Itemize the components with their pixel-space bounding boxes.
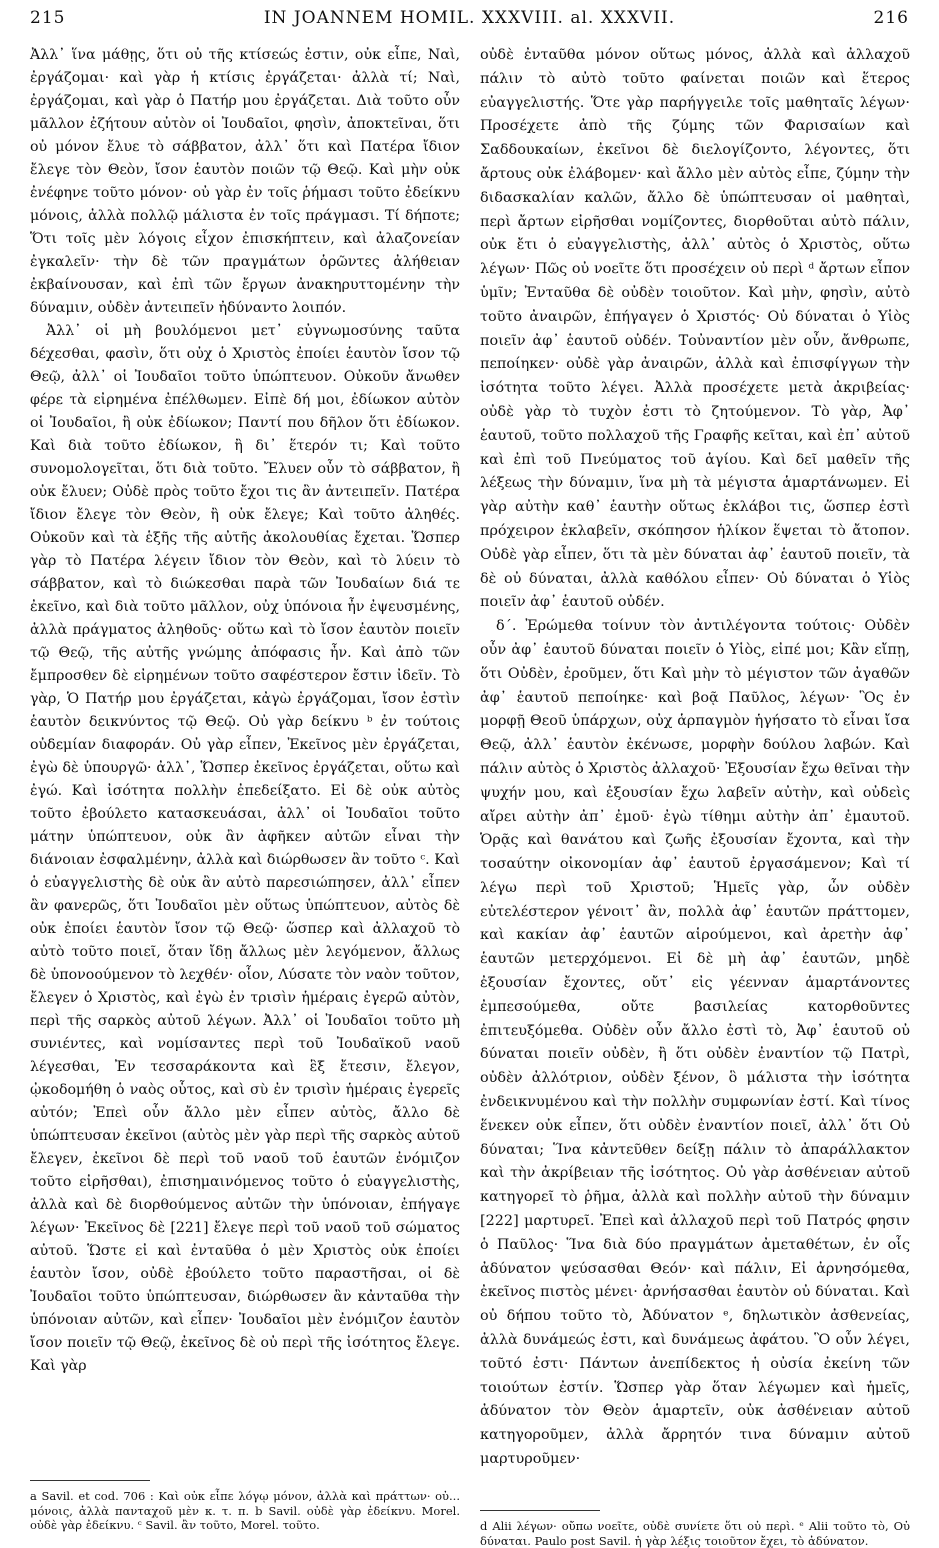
paragraph: δ´. Ἐρώμεθα τοίνυν τὸν ἀντιλέγοντα τούτοις· Οὐδὲν οὖν ἀφ᾽ ἑαυτοῦ δύναται ποιεῖν ὁ Υἱὸς, εἰπέ μοι; Κἂν εἴπῃ, ὅτι Οὐδὲν, ἐροῦμεν, ὅτι Καὶ μὴν τὸ μέγιστον τῶν ἀγαθῶν ἀφ᾽ ἑαυτοῦ πεποίηκε· καὶ βοᾷ Παῦλος, λέγων· Ὃς ἐν μορφῇ Θεοῦ ὑπάρχων, οὐχ ἁρπαγμὸν ἡγήσατο τὸ εἶναι ἴσα Θεῷ, ἀλλ᾽ ἑαυτὸν ἐκένωσε, μορφὴν δούλου λαβών. Καὶ πάλιν αὐτὸς ὁ Χριστὸς ἀλλαχοῦ· Ἐξουσίαν ἔχω θεῖναι τὴν ψυχήν μου, καὶ ἐξουσίαν ἔχω λαβεῖν αὐτὴν, καὶ οὐδεὶς αἴρει αὐτὴν ἀπ᾽ ἐμοῦ· ἐγὼ τίθημι αὐτὴν ἀπ᾽ ἐμαυτοῦ. Ὁρᾷς καὶ θανάτου καὶ ζωῆς ἐξουσίαν ἔχοντα, καὶ τὴν τοσαύτην οἰκονομίαν ἀφ᾽ ἑαυτοῦ ἐργασάμενον; Καὶ τί λέγω περὶ τοῦ Χριστοῦ; Ἡμεῖς γὰρ, ὧν οὐδὲν εὐτελέστερον γένοιτ᾽ ἂν, πολλὰ ἀφ᾽ ἑαυτῶν πράττομεν, καὶ κακίαν ἀφ᾽ ἑαυτῶν αἱρούμενοι, καὶ ἀρετὴν ἀφ᾽ ἑαυτῶν μετερχόμενοι. Εἰ δὲ μὴ ἀφ᾽ ἑαυτῶν, μηδὲ ἐξουσίαν ἔχοντες, οὔτ᾽ εἰς γέενναν ἁμαρτάνοντες ἐμπεσούμεθα, οὔτε βασιλείας κατορθοῦντες ἐπιτευξόμεθα. Οὐδὲν οὖν ἄλλο ἐστὶ τὸ, Ἀφ᾽ ἑαυτοῦ οὐ δύναται ποιεῖν οὐδὲν, ἢ ὅτι οὐδὲν ἐναντίον τῷ Πατρὶ, οὐδὲν ἀλλότριον, οὐδὲν ξένον, ὃ μάλιστα τὴν ἰσότητα ἐνδεικνυμένου καὶ τὴν πολλὴν συμφωνίαν ἐστί. Καὶ τίνος ἕνεκεν οὐκ εἶπεν, ὅτι οὐδὲν ἐναντίον ποιεῖ, ἀλλ᾽ ὅτι Οὐ δύναται; Ἵνα κἀντεῦθεν δείξῃ πάλιν τὸ ἀπαράλλακτον καὶ τὴν ἀκρίβειαν τῆς ἰσότητος. Οὐ γὰρ ἀσθένειαν αὐτοῦ κατηγορεῖ τὸ ῥῆμα, ἀλλὰ καὶ πολλὴν αὐτοῦ τὴν δύναμιν [222] μαρτυρεῖ. Ἐπεὶ καὶ ἀλλαχοῦ περὶ τοῦ Πατρός φησιν ὁ Παῦλος· Ἵνα διὰ δύο πραγμάτων ἀμεταθέτων, ἐν οἷς ἀδύνατον ψεύσασθαι Θεόν· καὶ πάλιν, Εἰ ἀρνησόμεθα, ἐκεῖνος πιστὸς μένει· ἀρνήσασθαι ἑαυτὸν οὐ δύναται. Καὶ οὐ δήπου τοῦτο τὸ, Ἀδύνατον ᵉ, δηλωτικὸν ἀσθενείας, ἀλλὰ δυνάμεώς ἐστι, καὶ δυνάμεως ἀφάτου. Ὃ οὖν λέγει, τοῦτό ἐστι· Πάντων ἀνεπίδεκτος ἡ οὐσία ἐκείνη τῶν τοιούτων ἐστίν. Ὥσπερ γὰρ ὅταν λέγωμεν καὶ ἡμεῖς, ἀδύνατον τὸν Θεὸν ἁμαρτεῖν, οὐκ ἀσθένειαν αὐτοῦ κατηγοροῦμεν, ἀλλὰ ἄρρητόν τινα δύναμιν αὐτοῦ μαρτυροῦμεν· [480,618,910,1468]
page-number-right: 216 [873,8,909,28]
footnote: d Alii λέγων· οὔπω νοεῖτε, οὐδὲ συνίετε ὅτι οὐ περὶ. ᵉ Alii τοῦτο τὸ, Οὐ δύναται. Paulo post Savil. ἡ γὰρ λέξις τοιοῦτον ἔχει, τὸ ἀδύνατον. [480,1519,910,1548]
left-column [30,44,460,1470]
right-column [480,44,910,1500]
left-column-text [30,44,460,1378]
paragraph: Ἀλλ᾽ οἱ μὴ βουλόμενοι μετ᾽ εὐγνωμοσύνης ταῦτα δέχεσθαι, φασὶν, ὅτι οὐχ ὁ Χριστὸς ἐποίει ἑαυτὸν ἴσον τῷ Θεῷ, ἀλλ᾽ οἱ Ἰουδαῖοι τοῦτο ὑπώπτευον. Οὐκοῦν ἄνωθεν φέρε τὰ εἰρημένα ἐπέλθωμεν. Εἰπὲ δή μοι, ἐδίωκον αὐτὸν οἱ Ἰουδαῖοι, ἢ οὐκ ἐδίωκον; Παντί που δῆλον ὅτι ἐδίωκον. Καὶ διὰ τοῦτο ἐδίωκον, ἢ δι᾽ ἕτερόν τι; Καὶ τοῦτο συνομολογεῖται, ὅτι διὰ τοῦτο. Ἔλυεν οὖν τὸ σάββατον, ἢ οὐκ ἔλυεν; Οὐδὲ πρὸς τοῦτο ἔχοι τις ἂν ἀντειπεῖν. Πατέρα ἴδιον ἔλεγε τὸν Θεὸν, ἢ οὐκ ἔλεγε; Καὶ τοῦτο ἀληθές. Οὐκοῦν καὶ τὰ ἑξῆς τῆς αὐτῆς ἀκολουθίας ἔχεται. Ὥσπερ γὰρ τὸ Πατέρα λέγειν ἴδιον τὸν Θεὸν, καὶ τὸ λύειν τὸ σάββατον, καὶ τὸ διώκεσθαι παρὰ τῶν Ἰουδαίων διά τε ἐκεῖνο, καὶ διὰ τοῦτο μᾶλλον, οὐχ ὑπόνοια ἦν ἐψευσμένης, ἀλλὰ πράγματος ἀληθοῦς· οὕτω καὶ τὸ ἴσον ἑαυτὸν ποιεῖν τῷ Θεῷ, τῆς αὐτῆς γνώμης ἀπόφασις ἦν. Καὶ ἀπὸ τῶν ἔμπροσθεν δὲ εἰρημένων τοῦτο σαφέστερον ἔστιν ἰδεῖν. Τὸ γὰρ, Ὁ Πατήρ μου ἐργάζεται, κἀγὼ ἐργάζομαι, ἴσον ἐστὶν ἑαυτὸν δεικνύντος τῷ Θεῷ. Οὐ γὰρ δείκνυ ᵇ ἐν τούτοις οὐδεμίαν διαφοράν. Οὐ γὰρ εἶπεν, Ἐκεῖνος μὲν ἐργάζεται, ἐγὼ δὲ ὑπουργῶ· ἀλλ᾽, Ὥσπερ ἐκεῖνος ἐργάζεται, οὕτω καὶ ἐγώ. Καὶ ἰσότητα πολλὴν ἐπεδείξατο. Εἰ δὲ οὐκ αὐτὸς τοῦτο ἐβούλετο κατασκευάσαι, ἀλλ᾽ οἱ Ἰουδαῖοι τοῦτο μάτην ὑπώπτευον, οὐκ ἂν ἀφῆκεν αὐτῶν εἶναι τὴν διάνοιαν ἐσφαλμένην, ἀλλὰ καὶ διώρθωσεν ἂν τοῦτο ᶜ. Καὶ ὁ εὐαγγελιστὴς δὲ οὐκ ἂν αὐτὸ παρεσιώπησεν, ἀλλ᾽ εἶπεν ἂν φανερῶς, ὅτι Ἰουδαῖοι μὲν οὕτως ὑπώπτευον, αὐτὸς δὲ οὐκ ἐποίει ἑαυτὸν ἴσον τῷ Θεῷ· ὥσπερ καὶ ἀλλαχοῦ τὸ αὐτὸ τοῦτο ποιεῖ, ὅταν ἴδῃ ἄλλως μὲν λεγόμενον, ἄλλως δὲ ὑπονοούμενον τὸ λεχθέν· οἷον, Λύσατε τὸν ναὸν τοῦτον, ἔλεγεν ὁ Χριστὸς, καὶ ἐγὼ ἐν τρισὶν ἡμέραις ἐγερῶ αὐτὸν, περὶ τῆς σαρκὸς αὐτοῦ λέγων. Ἀλλ᾽ οἱ Ἰουδαῖοι τοῦτο μὴ συνιέντες, καὶ νομίσαντες περὶ τοῦ Ἰουδαϊκοῦ ναοῦ λέγεσθαι, Ἐν τεσσαράκοντα καὶ ἓξ ἔτεσιν, ἔλεγον, ᾠκοδομήθη ὁ ναὸς οὗτος, καὶ σὺ ἐν τρισὶν ἡμέραις ἐγερεῖς αὐτόν; Ἐπεὶ οὖν ἄλλο μὲν εἶπεν αὐτὸς, ἄλλο δὲ ὑπώπτευσαν ἐκεῖνοι (αὐτὸς μὲν γὰρ περὶ τῆς σαρκὸς αὐτοῦ ἔλεγεν, ἐκεῖνοι δὲ περὶ τοῦ ναοῦ τοῦ ἑαυτῶν ἐνόμιζον τοῦτο εἰρῆσθαι), ἐπισημαινόμενος τοῦτο ὁ εὐαγγελιστὴς, ἀλλὰ καὶ δὲ διορθούμενος αὐτῶν τὴν ὑπόνοιαν, ἐπήγαγε λέγων· Ἐκεῖνος δὲ [221] ἔλεγε περὶ τοῦ ναοῦ τοῦ σώματος αὐτοῦ. Ὥστε εἰ καὶ ἐνταῦθα ὁ μὲν Χριστὸς οὐκ ἐποίει ἑαυτὸν ἴσον, οὐδὲ ἐβούλετο τοῦτο παραστῆσαι, οἱ δὲ Ἰουδαῖοι τοῦτο ὑπώπτευσαν, διώρθωσεν ἂν κἀνταῦθα τὴν ὑπόνοιαν αὐτῶν, καὶ εἶπεν· Ἰουδαῖοι μὲν ἐνόμιζον ἑαυτὸν ἴσον ποιεῖν τῷ Θεῷ, ἐκεῖνος δὲ οὐ περὶ τῆς ἰσότητος ἔλεγε. Καὶ γὰρ [30,323,460,1374]
page-number-left: 215 [30,8,66,28]
footnote: a Savil. et cod. 706 : Καὶ οὐκ εἶπε λόγῳ μόνον, ἀλλὰ καὶ πράττων· οὐ... μόνοις, ἀλλὰ πανταχοῦ μὲν κ. τ. π. b Savil. οὐδὲ γὰρ ἐδείκνυ. Morel. οὐδὲ γὰρ ἐδείκνυ. ᶜ Savil. ἂν τοῦτο, Morel. τοῦτο. [30,1489,460,1532]
left-footnotes [30,1476,460,1533]
footnote-rule [30,1480,150,1481]
right-footnotes [480,1506,910,1548]
footnote-rule [480,1510,600,1511]
page-header [30,8,909,42]
paragraph: οὐδὲ ἐνταῦθα μόνον οὕτως μόνος, ἀλλὰ καὶ ἀλλαχοῦ πάλιν τὸ αὐτὸ τοῦτο φαίνεται ποιῶν καὶ ἕτερος εὐαγγελιστής. Ὅτε γὰρ παρήγγειλε τοῖς μαθηταῖς λέγων· Προσέχετε ἀπὸ τῆς ζύμης τῶν Φαρισαίων καὶ Σαδδουκαίων, ἐκεῖνοι δὲ διελογίζοντο, λέγοντες, ὅτι ἄρτους οὐκ ἐλάβομεν· καὶ ἄλλο μὲν αὐτὸς εἶπε, ζύμην τὴν διδασκαλίαν καλῶν, ἄλλο δὲ ὑπώπτευσαν οἱ μαθηταὶ, περὶ ἄρτων εἰρῆσθαι νομίζοντες, διορθοῦται αὐτὸ πάλιν, οὐκ ἔτι ὁ εὐαγγελιστὴς, ἀλλ᾽ αὐτὸς ὁ Χριστὸς, οὕτω λέγων· Πῶς οὐ νοεῖτε ὅτι προσέχειν οὐ περὶ ᵈ ἄρτων εἶπον ὑμῖν; Ἐνταῦθα δὲ οὐδὲν τοιοῦτον. Καὶ μὴν, φησὶν, αὐτὸ τοῦτο ἀναιρῶν, ἐπήγαγεν ὁ Χριστός· Οὐ δύναται ὁ Υἱὸς ποιεῖν ἀφ᾽ ἑαυτοῦ οὐδέν. Τοὐναντίον μὲν οὖν, ἄνθρωπε, πεποίηκεν· οὐδὲ γὰρ ἀναιρῶν, ἀλλὰ καὶ ἐπισφίγγων τὴν ἰσότητα τοῦτο λέγει. Ἀλλὰ προσέχετε μετὰ ἀκριβείας· οὐδὲ γὰρ τὸ τυχὸν ἐστι τὸ ζητούμενον. Τὸ γὰρ, Ἀφ᾽ ἑαυτοῦ, τοῦτο πολλαχοῦ τῆς Γραφῆς κεῖται, καὶ ἐπ᾽ αὐτοῦ καὶ ἐπὶ τοῦ Πνεύματος τοῦ ἁγίου. Καὶ δεῖ μαθεῖν τῆς λέξεως τὴν δύναμιν, ἵνα μὴ τὰ μέγιστα ἁμαρτάνωμεν. Εἰ γὰρ αὐτὴν καθ᾽ ἑαυτὴν οὕτως ἐκλάβοι τις, ὥσπερ ἐστὶ πρόχειρον ἐκλαβεῖν, σκόπησον ἡλίκον ἕψεται τὸ ἄτοπον. Οὐδὲ γὰρ εἶπεν, ὅτι τὰ μὲν δύναται ἀφ᾽ ἑαυτοῦ ποιεῖν, τὰ δὲ οὐ δύναται, ἀλλὰ καθόλου εἶπεν· Οὐ δύναται ὁ Υἱὸς ποιεῖν ἀφ᾽ ἑαυτοῦ οὐδέν. [480,47,910,611]
running-title: IN JOANNEM HOMIL. XXXVIII. al. XXXVII. [263,8,676,28]
right-column-text [480,44,910,1472]
paragraph: Ἀλλ᾽ ἵνα μάθῃς, ὅτι οὐ τῆς κτίσεώς ἐστιν, οὐκ εἶπε, Ναὶ, ἐργάζομαι· καὶ γὰρ ἡ κτίσις ἐργάζεται· ἀλλὰ τί; Ναὶ, ἐργάζομαι, καὶ γὰρ ὁ Πατήρ μου ἐργάζεται. Διὰ τοῦτο οὖν μᾶλλον ἐζήτουν αὐτὸν οἱ Ἰουδαῖοι, φησὶν, ἀποκτεῖναι, ὅτι οὐ μόνον ἔλυε τὸ σάββατον, ἀλλ᾽ ὅτι καὶ Πατέρα ἴδιον ἔλεγε τὸν Θεὸν, ἴσον ἑαυτὸν ποιῶν τῷ Θεῷ. Καὶ μὴν οὐκ ἐνέφηνε τοῦτο μόνον· οὐ γὰρ ἐν τοῖς ῥήμασι τοῦτο ἐδείκνυ μόνοις, ἀλλὰ πολλῷ μάλιστα ἐν τοῖς πράγμασι. Τί δήποτε; Ὅτι τοῖς μὲν λόγοις εἶχον ἐπισκήπτειν, καὶ ἀλαζονείαν ἐγκαλεῖν· τὴν δὲ τῶν πραγμάτων ὁρῶντες ἀλήθειαν ἐκβαίνουσαν, καὶ ἐπὶ τῶν ἔργων ἀνακηρυττομένην τὴν δύναμιν, οὐδὲν ἀντειπεῖν ἠδύναντο λοιπόν. [30,47,460,316]
